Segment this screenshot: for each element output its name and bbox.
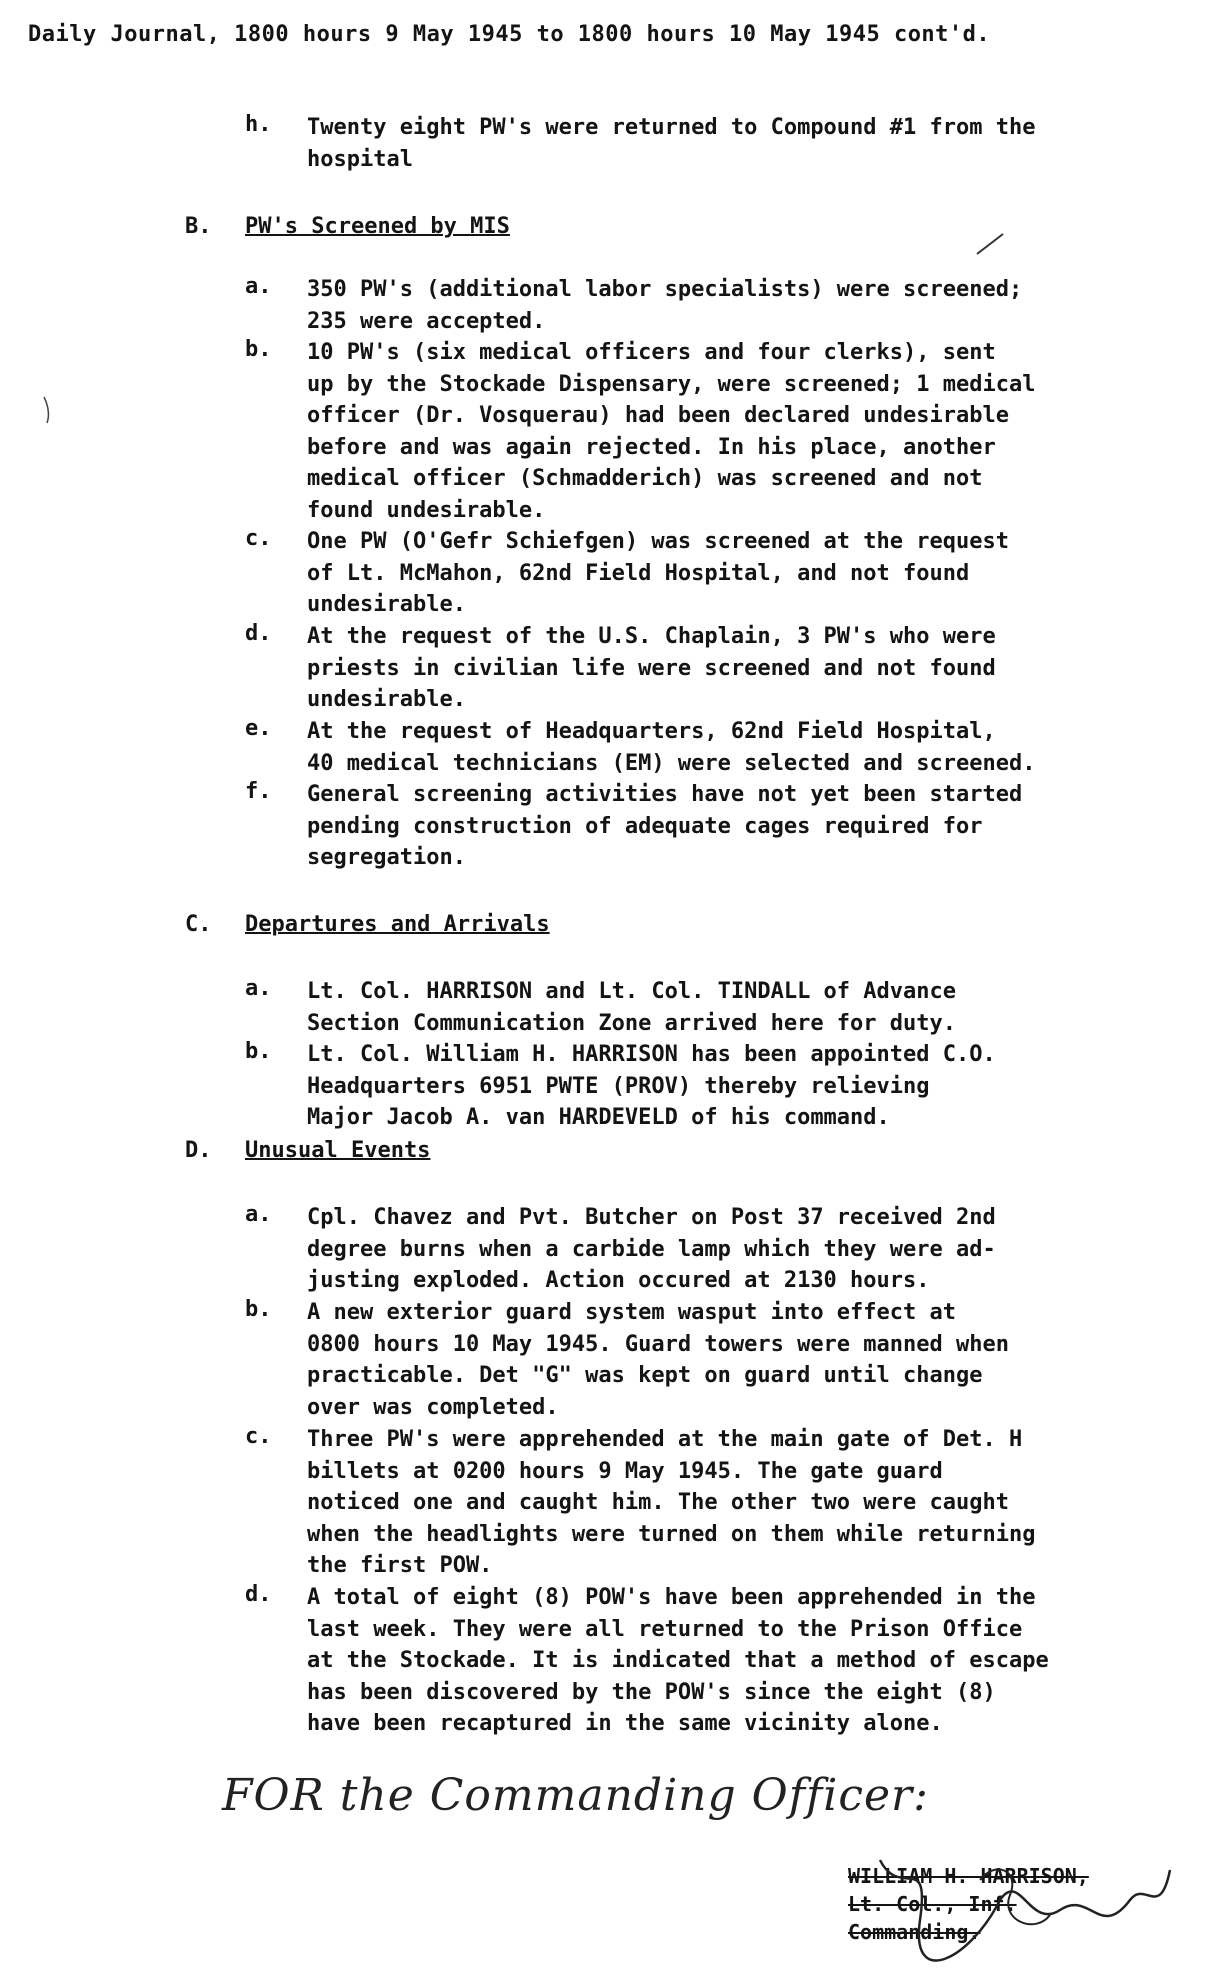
stray-mark — [42, 395, 52, 425]
item-letter: e. — [245, 716, 272, 741]
section-heading-c — [185, 912, 550, 937]
item-text: A total of eight (8) POW's have been apprehended in the last week. They were all returned to the Prison Office at the Stockade. It is indicated that a method of escape has been discovered by the POW's since the eight (8) have been recaptured in the same vicinity alone. — [307, 1585, 1049, 1736]
item-letter: a. — [245, 1202, 272, 1227]
item-text: A new exterior guard system wasput into effect at 0800 hours 10 May 1945. Guard towers were manned when practicable. Det "G" was kept on guard until change over was completed. — [307, 1300, 1009, 1420]
signature-title: Commanding. — [848, 1920, 981, 1944]
list-item — [245, 1582, 1180, 1740]
item-letter: b. — [245, 337, 272, 362]
section-title: Unusual Events — [245, 1138, 431, 1163]
section-heading-d — [185, 1138, 430, 1163]
list-item — [245, 716, 1180, 779]
item-text: At the request of Headquarters, 62nd Field Hospital, 40 medical technicians (EM) were selected and screened. — [307, 719, 1036, 776]
section-letter: B. — [185, 214, 212, 239]
item-text: 350 PW's (additional labor specialists) were screened; 235 were accepted. — [307, 277, 1023, 334]
item-letter: d. — [245, 1582, 272, 1607]
item-letter: c. — [245, 1424, 272, 1449]
list-item — [245, 337, 1180, 526]
list-item — [245, 112, 1180, 175]
item-text: At the request of the U.S. Chaplain, 3 PW's who were priests in civilian life were screened and not found undesirable. — [307, 624, 996, 712]
item-letter: b. — [245, 1297, 272, 1322]
item-text: Three PW's were apprehended at the main gate of Det. H billets at 0200 hours 9 May 1945. The gate guard noticed one and caught him. The other two were caught when the headlights were turned on them while returning the first POW. — [307, 1427, 1036, 1578]
item-text: 10 PW's (six medical officers and four clerks), sent up by the Stockade Dispensary, were screened; 1 medical officer (Dr. Vosquerau) had been declared undesirable before and was again rejected. In his place, another medical officer (Schmadderich) was screened and not found undesirable. — [307, 340, 1036, 523]
section-letter: C. — [185, 912, 212, 937]
signature-rank: Lt. Col., Inf. — [848, 1892, 1017, 1916]
item-text: Lt. Col. HARRISON and Lt. Col. TINDALL of Advance Section Communication Zone arrived here for duty. — [307, 979, 957, 1036]
list-item — [245, 1202, 1180, 1297]
item-letter: c. — [245, 526, 272, 551]
list-item — [245, 779, 1180, 874]
list-item — [245, 1039, 1180, 1134]
section-title: Departures and Arrivals — [245, 912, 550, 937]
section-letter: D. — [185, 1138, 212, 1163]
handwritten-signature-line: FOR the Commanding Officer: — [222, 1770, 929, 1821]
item-letter: a. — [245, 274, 272, 299]
item-text: Cpl. Chavez and Pvt. Butcher on Post 37 received 2nd degree burns when a carbide lamp which they were ad- justing exploded. Action occured at 2130 hours. — [307, 1205, 996, 1293]
list-item — [245, 621, 1180, 716]
section-heading-b — [185, 214, 510, 239]
item-letter: h. — [245, 112, 272, 137]
list-item — [245, 274, 1180, 337]
item-text: Twenty eight PW's were returned to Compound #1 from the hospital — [307, 115, 1036, 172]
typed-signature-block — [848, 1862, 1089, 1946]
item-text: Lt. Col. William H. HARRISON has been appointed C.O. Headquarters 6951 PWTE (PROV) thereby relieving Major Jacob A. van HARDEVELD of his command. — [307, 1042, 996, 1130]
list-item — [245, 1424, 1180, 1582]
item-letter: d. — [245, 621, 272, 646]
list-item — [245, 976, 1180, 1039]
item-text: General screening activities have not yet been started pending construction of adequate cages required for segregation. — [307, 782, 1023, 870]
item-letter: b. — [245, 1039, 272, 1064]
item-letter: f. — [245, 779, 272, 804]
item-letter: a. — [245, 976, 272, 1001]
list-item — [245, 1297, 1180, 1423]
stray-mark — [975, 232, 1005, 256]
signature-name: WILLIAM H. HARRISON, — [848, 1864, 1089, 1888]
section-title: PW's Screened by MIS — [245, 214, 510, 239]
list-item — [245, 526, 1180, 621]
item-text: One PW (O'Gefr Schiefgen) was screened at the request of Lt. McMahon, 62nd Field Hospital, and not found undesirable. — [307, 529, 1009, 617]
journal-header: Daily Journal, 1800 hours 9 May 1945 to 1800 hours 10 May 1945 cont'd. — [28, 22, 991, 47]
